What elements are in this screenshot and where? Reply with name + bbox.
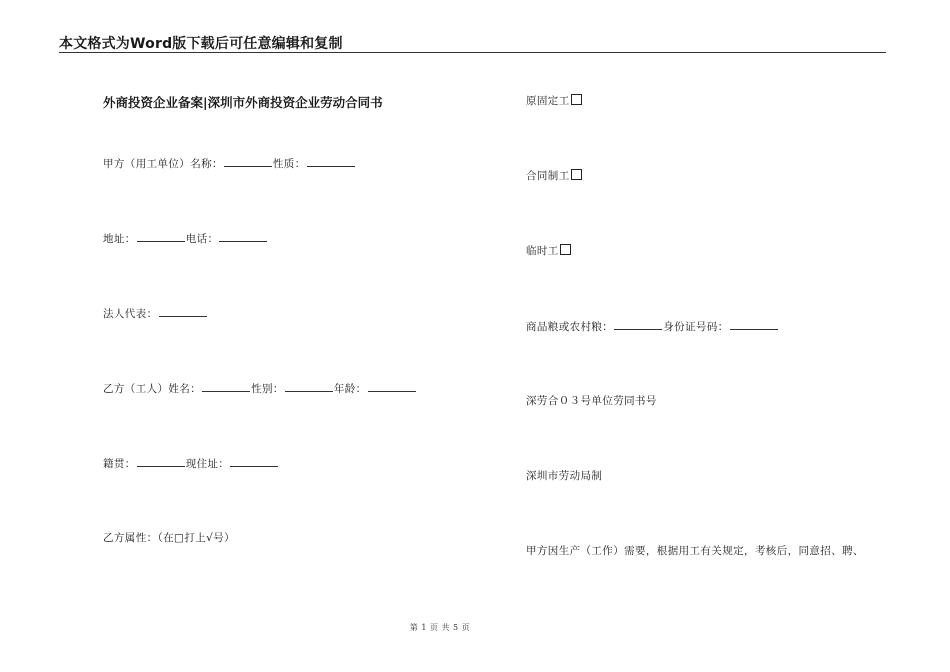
age-label: 年龄： (333, 383, 367, 395)
origin-blank (137, 455, 185, 467)
current-address-blank (230, 455, 278, 467)
party-a-line (103, 155, 356, 171)
origin-line (103, 455, 279, 471)
original-fixed-checkbox[interactable] (571, 94, 582, 105)
reference-number: 深劳合０３号单位劳同书号 (526, 395, 657, 407)
party-b-type-line: 乙方属性：（在□打上√号） (103, 532, 236, 544)
legal-rep-blank (159, 305, 207, 317)
id-blank (730, 318, 778, 330)
original-fixed-label: 原固定工 (526, 95, 570, 107)
original-fixed-option (526, 93, 582, 108)
party-b-name-blank (202, 380, 250, 392)
contract-worker-checkbox[interactable] (571, 169, 582, 180)
grain-blank (614, 318, 662, 330)
party-a-name-blank (224, 155, 272, 167)
origin-label: 籍贯： (103, 458, 136, 470)
phone-blank (219, 230, 267, 242)
party-b-name-label: 乙方（工人）姓名： (103, 383, 202, 395)
document-title: 外商投资企业备案|深圳市外商投资企业劳动合同书 (103, 95, 383, 110)
grain-label: 商品粮或农村粮： (526, 321, 614, 333)
address-line (103, 230, 268, 246)
contract-worker-option (526, 168, 582, 183)
party-a-nature-blank (307, 155, 355, 167)
party-a-nature-label: 性质： (272, 158, 306, 170)
contract-body-start: 甲方因生产（工作）需要，根据用工有关规定，考核后，同意招、聘、 (526, 545, 864, 557)
legal-rep-label: 法人代表： (103, 308, 158, 320)
grain-id-line (526, 318, 779, 334)
party-b-line (103, 380, 417, 396)
address-label: 地址： (103, 233, 136, 245)
current-address-label: 现住址： (185, 458, 230, 470)
contract-worker-label: 合同制工 (526, 170, 570, 182)
temp-worker-checkbox[interactable] (560, 244, 571, 255)
page-indicator: 第 1 页 共 5 页 (409, 623, 471, 632)
phone-label: 电话： (185, 233, 219, 245)
document-banner: 本文格式为Word版下载后可任意编辑和复制 (59, 36, 343, 52)
temp-worker-label: 临时工 (526, 245, 559, 257)
legal-rep-line (103, 305, 208, 321)
gender-blank (285, 380, 333, 392)
issuer-line: 深圳市劳动局制 (526, 470, 603, 482)
age-blank (368, 380, 416, 392)
gender-label: 性别： (251, 383, 284, 395)
party-a-name-label: 甲方（用工单位）名称： (103, 158, 223, 170)
address-blank (137, 230, 185, 242)
header-divider (59, 52, 886, 53)
temp-worker-option (526, 243, 571, 258)
id-label: 身份证号码： (663, 321, 729, 333)
